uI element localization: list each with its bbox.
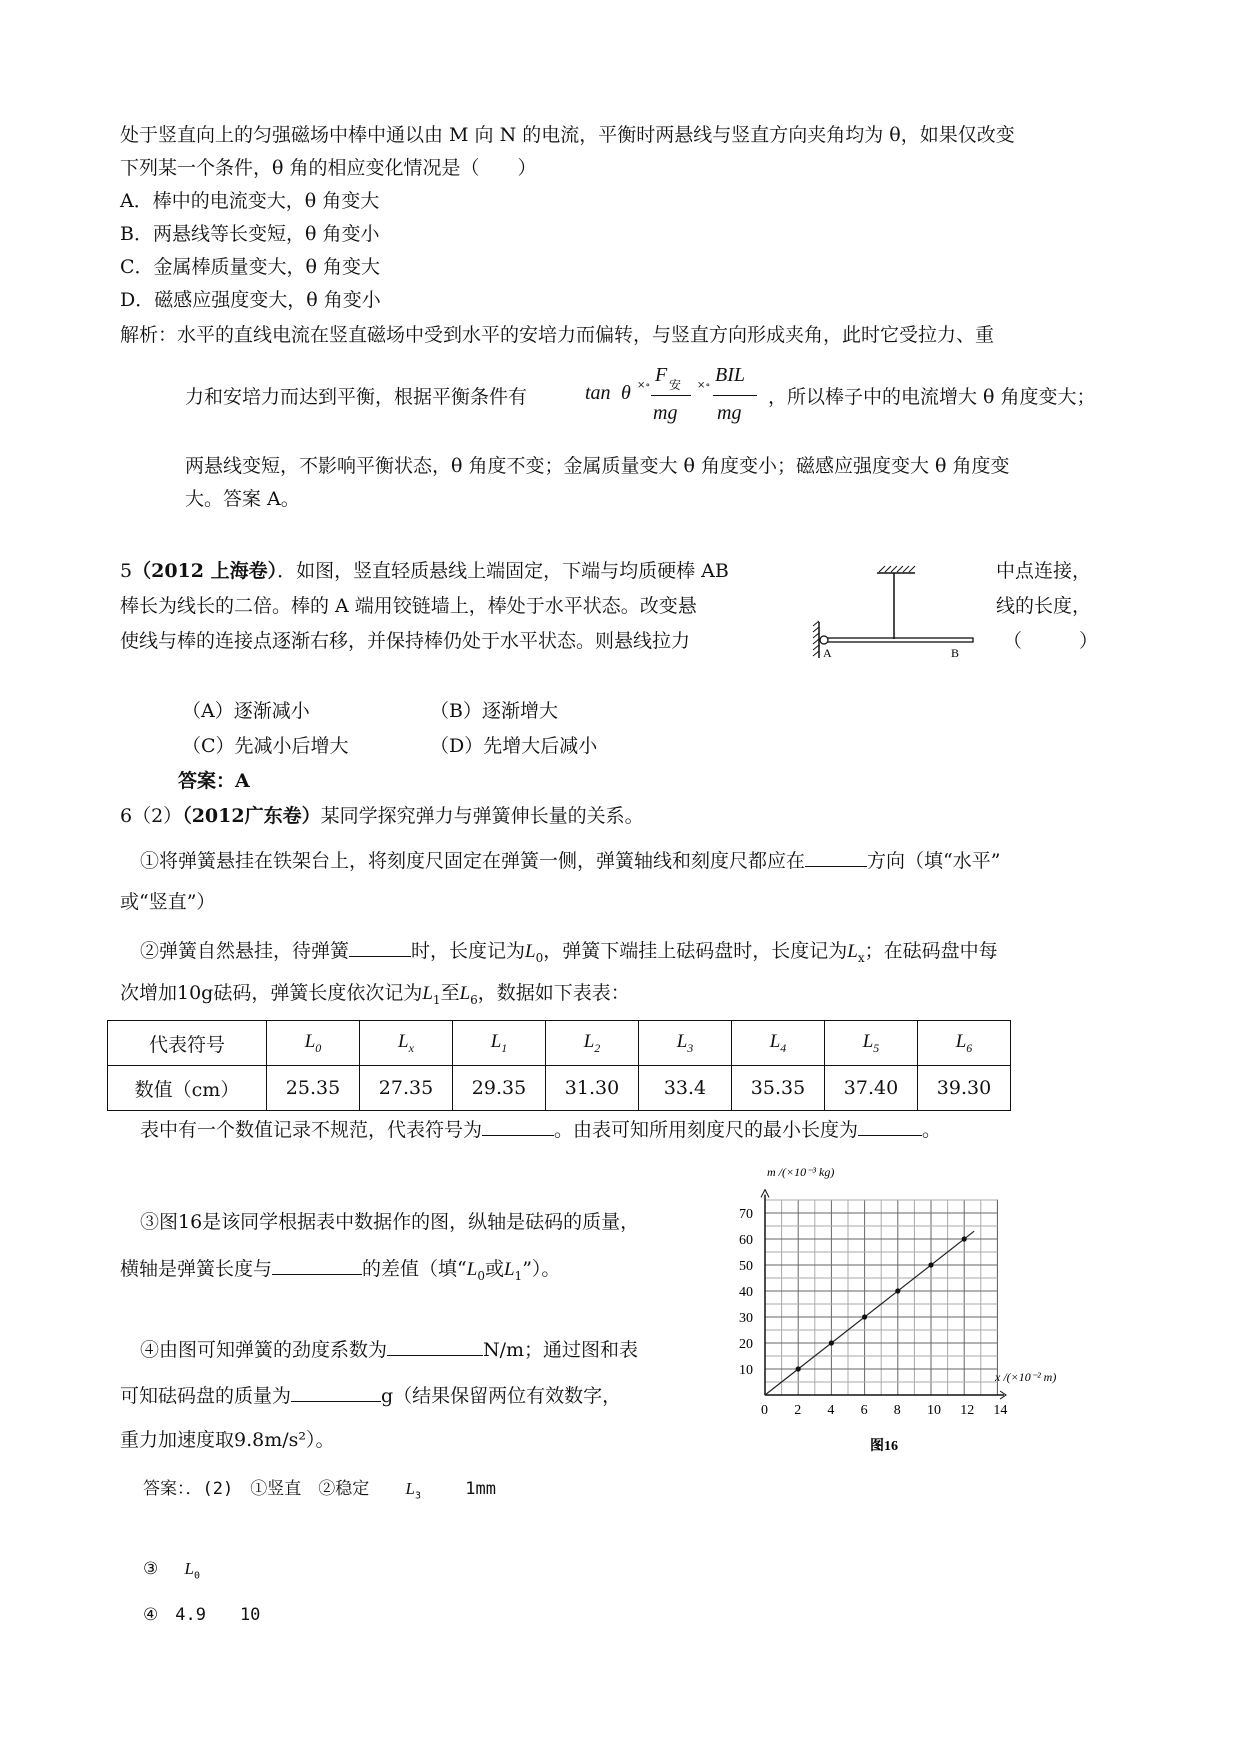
q6-step-3-line-2	[120, 1254, 560, 1283]
table-row	[108, 1021, 1011, 1066]
q5-right-1: 中点连接，	[996, 560, 1092, 582]
table-cell	[453, 1021, 546, 1066]
ceiling-hatch	[877, 566, 915, 573]
blank-stiffness	[387, 1354, 483, 1356]
symbol-l: L	[466, 1259, 478, 1280]
q6-step-2-text-b: 时，长度记为	[411, 940, 526, 962]
q6-after-table	[140, 1115, 941, 1142]
q6-step-4-line-1	[140, 1335, 638, 1362]
q4-analysis-line-1: 解析：水平的直线电流在竖直磁场中受到水平的安培力而偏转，与竖直方向形成夹角，此时它受拉力、重	[120, 324, 995, 346]
symbol-l: L	[847, 941, 858, 962]
data-point	[829, 1340, 834, 1345]
q5-source: （2012 上海卷）	[132, 560, 278, 582]
data-table	[107, 1020, 1011, 1111]
step-4-text-b: N/m；通过图和表	[483, 1339, 639, 1361]
q6-step-2-text-f: 至	[440, 982, 460, 1004]
formula-mg-2: mg	[717, 402, 742, 424]
cell-symbol: L	[583, 1030, 595, 1052]
cell-symbol-sub: 6	[966, 1040, 973, 1055]
blank-symbol	[482, 1134, 554, 1136]
q4-option-a: A．棒中的电流变大，θ 角变大	[120, 190, 380, 212]
q5-option-b: （B）逐渐增大	[430, 700, 558, 722]
cell-symbol: L	[490, 1030, 502, 1052]
symbol-sub: x	[857, 950, 865, 965]
q4-analysis-line-2a: 力和安培力而达到平衡，根据平衡条件有	[185, 386, 528, 408]
table-row-label: 代表符号	[108, 1021, 267, 1066]
chart-series	[765, 1231, 974, 1395]
table-cell	[639, 1021, 732, 1066]
formula-mg-1: mg	[653, 402, 678, 424]
fraction-bar-2	[713, 395, 757, 396]
y-axis-label: m /(×10⁻³ kg)	[767, 1165, 835, 1179]
cell-symbol: L	[955, 1030, 967, 1052]
q6-step-2-text-c: ，弹簧下端挂上砝码盘时，长度记为	[543, 940, 848, 962]
symbol-sub: 0	[535, 950, 544, 965]
cell-symbol: L	[398, 1030, 409, 1052]
q6-step-2-text-e: 次增加10g砝码，弹簧长度依次记为	[120, 982, 423, 1004]
answer-number: ③	[143, 1559, 159, 1579]
table-cell	[732, 1021, 825, 1066]
symbol-l: L	[525, 941, 536, 962]
q6-intro: 某同学探究弹力与弹簧伸长量的关系。	[320, 805, 644, 827]
step-4-text-a: ④由图可知弹簧的劲度系数为	[140, 1339, 388, 1361]
x-axis-label: x /(×10⁻² m)	[995, 1370, 1057, 1384]
cell-symbol: L	[304, 1030, 316, 1052]
symbol-l: L	[503, 1259, 515, 1280]
cell-symbol: L	[862, 1030, 874, 1052]
q5-line-2: 棒长为线长的二倍。棒的 A 端用铰链墙上，棒处于水平状态。改变悬	[120, 595, 697, 617]
cell-symbol-sub: 0	[315, 1040, 322, 1055]
y-tick-label: 50	[739, 1259, 753, 1274]
q6-step-2-text-d: ；在砝码盘中每	[864, 940, 998, 962]
q6-step-2-line-2	[120, 978, 630, 1007]
table-cell: 37.40	[825, 1066, 918, 1111]
step-3-text-c: 或	[484, 1258, 504, 1280]
y-tick-label: 70	[739, 1207, 753, 1222]
cell-symbol-sub: 2	[594, 1040, 601, 1055]
formula-f: F	[655, 364, 668, 386]
x-tick-label: 6	[860, 1403, 868, 1418]
data-point	[962, 1236, 967, 1241]
q4-option-b: B．两悬线等长变短，θ 角变小	[120, 223, 380, 245]
y-tick-label: 10	[739, 1363, 753, 1378]
q4-formula	[585, 362, 770, 432]
q5-figure	[805, 560, 985, 665]
blank-pan-mass	[291, 1400, 381, 1402]
table-cell: 27.35	[360, 1066, 453, 1111]
table-cell	[360, 1021, 453, 1066]
blank-min-length	[858, 1134, 922, 1136]
symbol-sub: 1	[514, 1268, 523, 1283]
step-4-text-c: 可知砝码盘的质量为	[120, 1385, 292, 1407]
q5-option-d: （D）先增大后减小	[430, 735, 598, 757]
cell-symbol: L	[769, 1030, 781, 1052]
table-cell: 35.35	[732, 1066, 825, 1111]
step-3-text-d: ”）。	[522, 1258, 561, 1280]
q5-right-2: 线的长度，	[996, 595, 1092, 617]
after-table-text-a: 表中有一个数值记录不规范，代表符号为	[140, 1119, 483, 1141]
data-point	[928, 1262, 933, 1267]
figure-16-chart	[715, 1160, 1115, 1460]
q5-option-c: （C）先减小后增大	[182, 735, 349, 757]
formula-noise-1: ×∘	[637, 380, 651, 391]
symbol-sub: 0	[477, 1268, 485, 1283]
cell-symbol: L	[676, 1030, 688, 1052]
answer-text-b: 1mm	[465, 1479, 496, 1499]
q6-number: 6（2）	[120, 805, 183, 827]
x-tick-label: 10	[927, 1403, 941, 1418]
table-cell	[825, 1021, 918, 1066]
x-tick-label: 4	[827, 1403, 835, 1418]
fraction-bar-1	[651, 395, 691, 396]
y-tick-label: 40	[739, 1285, 753, 1300]
x-tick-label: 8	[893, 1403, 901, 1418]
q4-analysis-line-4: 大。答案 A。	[185, 488, 300, 510]
label-b: B	[951, 646, 960, 660]
q4-stem-line-1: 处于竖直向上的匀强磁场中棒中通以由 M 向 N 的电流，平衡时两悬线与竖直方向夹角均为 θ，如果仅改变	[120, 124, 1015, 146]
chart-grid	[765, 1200, 997, 1395]
table-cell: 29.35	[453, 1066, 546, 1111]
answer-symbol-sub: 0	[193, 1570, 200, 1582]
step-4-text-d: g（结果保留两位有效数字，	[381, 1385, 622, 1407]
table-cell: 31.30	[546, 1066, 639, 1111]
formula-tan: tan	[585, 382, 611, 404]
q5-right-3: （ ）	[1003, 630, 1099, 652]
answer-text-a: 答案：．(2) ①竖直 ②稳定	[143, 1479, 370, 1499]
x-tick-label: 12	[960, 1403, 975, 1418]
blank-direction	[805, 865, 867, 867]
q6-answer-line-2	[143, 1559, 200, 1581]
label-a: A	[823, 646, 832, 660]
cell-symbol-sub: 1	[501, 1040, 508, 1055]
symbol-l: L	[459, 983, 471, 1004]
q4-stem-line-2: 下列某一个条件，θ 角的相应变化情况是（ ）	[120, 157, 537, 179]
q5-number: 5	[120, 560, 133, 582]
q6-step-4-line-3: 重力加速度取9.8m/s²）。	[120, 1429, 335, 1451]
q6-source: （2012广东卷）	[182, 805, 321, 827]
q6-step-3-line-1: ③图16是该同学根据表中数据作的图，纵轴是砝码的质量，	[140, 1211, 640, 1233]
rod-ab	[823, 638, 973, 642]
blank-state	[349, 955, 411, 957]
cell-symbol-sub: 3	[687, 1040, 694, 1055]
cell-symbol-sub: 5	[873, 1040, 880, 1055]
formula-bil: BIL	[715, 364, 745, 386]
formula-noise-2: ×∘	[697, 380, 711, 391]
table-cell: 33.4	[639, 1066, 732, 1111]
q6-step-1-line-2: 或“竖直”）	[120, 891, 216, 913]
symbol-sub: 1	[432, 992, 441, 1007]
x-tick-label: 14	[993, 1403, 1008, 1418]
data-point	[895, 1288, 900, 1293]
cell-symbol-sub: 4	[780, 1040, 787, 1055]
symbol-sub: 6	[470, 992, 478, 1007]
q5-line-3: 使线与棒的连接点逐渐右移，并保持棒仍处于水平状态。则悬线拉力	[120, 630, 691, 652]
q6-step-1-line-1	[140, 846, 1000, 873]
y-tick-label: 30	[739, 1311, 753, 1326]
q4-analysis-line-2b: ，所以棒子中的电流增大 θ 角度变大；	[768, 386, 1096, 408]
q6-step-2-text-a: ②弹簧自然悬挂，待弹簧	[140, 940, 350, 962]
q5-line-1	[120, 556, 729, 583]
q6-heading	[120, 801, 644, 828]
table-cell	[918, 1021, 1011, 1066]
table-cell	[267, 1021, 360, 1066]
q5-option-a: （A）逐渐减小	[182, 700, 310, 722]
table-cell	[546, 1021, 639, 1066]
q4-option-d: D．磁感应强度变大，θ 角变小	[120, 289, 381, 311]
table-cell: 39.30	[918, 1066, 1011, 1111]
q6-answer-line-1	[143, 1474, 496, 1501]
q6-answer-line-3: ④ 4.9 10	[143, 1605, 261, 1625]
figure-caption: 图16	[870, 1439, 898, 1454]
x-tick-label: 2	[794, 1403, 802, 1418]
y-tick-label: 20	[739, 1337, 753, 1352]
x-tick-label: 0	[761, 1403, 768, 1418]
after-table-text-b: 。由表可知所用刻度尺的最小长度为	[554, 1119, 859, 1141]
wall-hatch	[813, 621, 819, 658]
step-3-text-a: 横轴是弹簧长度与	[120, 1258, 273, 1280]
hinge	[820, 636, 828, 644]
data-point	[796, 1366, 801, 1371]
data-point	[862, 1314, 867, 1319]
answer-symbol: L	[184, 1559, 194, 1578]
q4-option-c: C．金属棒质量变大，θ 角变大	[120, 256, 381, 278]
after-table-text-c: 。	[922, 1119, 942, 1141]
table-row-label: 数值（cm）	[108, 1066, 267, 1111]
cell-symbol-sub: x	[408, 1040, 414, 1055]
q6-step-1-text-b: 方向（填“水平”	[867, 850, 1001, 872]
blank-difference	[272, 1273, 362, 1275]
step-3-text-b: 的差值（填“	[362, 1258, 467, 1280]
q5-answer: 答案：A	[178, 770, 250, 792]
q6-step-2-text-g: ，数据如下表表：	[477, 982, 630, 1004]
q4-analysis-line-3: 两悬线变短，不影响平衡状态，θ 角度不变；金属质量变大 θ 角度变小；磁感应强度变大 θ 角度变	[185, 455, 1010, 477]
q5-line-1-text: ．如图，竖直轻质悬线上端固定，下端与均质硬棒 AB	[277, 560, 729, 582]
q6-step-2-line-1	[140, 936, 998, 965]
formula-f-sub: 安	[669, 378, 682, 392]
q6-step-4-line-2	[120, 1381, 621, 1408]
symbol-l: L	[422, 983, 433, 1004]
y-tick-label: 60	[739, 1233, 753, 1248]
answer-symbol-sub: 3	[414, 1490, 421, 1502]
formula-theta: θ	[621, 382, 631, 404]
table-cell: 25.35	[267, 1066, 360, 1111]
table-row	[108, 1066, 1011, 1111]
q6-step-1-text-a: ①将弹簧悬挂在铁架台上，将刻度尺固定在弹簧一侧，弹簧轴线和刻度尺都应在	[140, 850, 806, 872]
answer-symbol: L	[405, 1479, 415, 1498]
